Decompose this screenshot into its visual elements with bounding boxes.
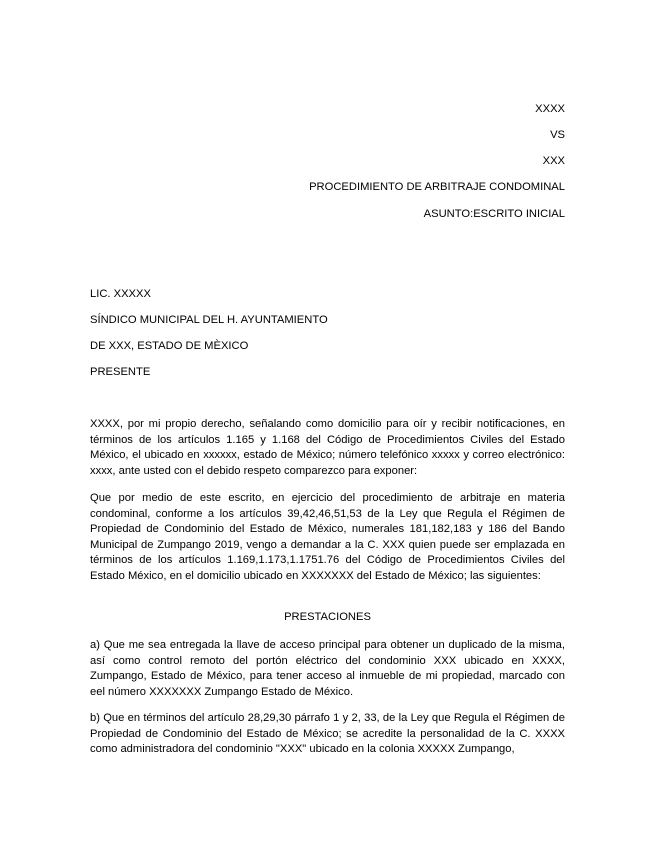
prestacion-b: b) Que en términos del artículo 28,29,30 párrafo 1 y 2, 33, de la Ley que Regula el Régimen de Propiedad de Condominio del Estado de México; se acredite la personalidad de la C. XXXX como administradora del condominio "XXX" ubicado en la colonia XXXXX Zumpango, — [90, 712, 565, 756]
addressee-name: LIC. XXXXX — [90, 288, 151, 300]
header-procedure: PROCEDIMIENTO DE ARBITRAJE CONDOMINAL — [309, 181, 565, 193]
addressee-title: SÍNDICO MUNICIPAL DEL H. AYUNTAMIENTO — [90, 314, 328, 326]
section-title-prestaciones: PRESTACIONES — [284, 611, 371, 623]
header-subject: ASUNTO:ESCRITO INICIAL — [423, 208, 565, 220]
header-party-1: XXXX — [535, 103, 565, 115]
intro-paragraph: XXXX, por mi propio derecho, señalando como domicilio para oír y recibir notificaciones, en términos de los artículos 1.165 y 1.168 del Código de Procedimientos Civiles del Estado México, el ubicado en xxxxxx, estado de México; número telefónico xxxxx y correo electrónico: xxxx, ante usted con el debido respeto comparezco para exponer: — [90, 418, 565, 477]
header-party-2: XXX — [542, 155, 565, 167]
claim-paragraph: Que por medio de este escrito, en ejercicio del procedimiento de arbitraje en materia condominal, conforme a los artículos 39,42,46,51,53 de la Ley que Regula el Régimen de Propiedad de Condominio del Estado de México, numerales 181,182,183 y 186 del Bando Municipal de Zumpango 2019, vengo a demandar a la C. XXX quien puede ser emplazada en términos de los artículos 1.169,1.173,1.1751.76 del Código de Procedimientos Civiles del Estado México, en el domicilio ubicado en XXXXXXX del Estado de México; las siguientes: — [90, 492, 565, 582]
prestacion-a: a) Que me sea entregada la llave de acceso principal para obtener un duplicado de la misma, así como control remoto del portón eléctrico del condominio XXX ubicado en XXXX, Zumpango, Estado de México, para tener acceso al inmueble de mi propiedad, marcado con eel número XXXXXXX Zumpango Estado de México. — [90, 639, 565, 698]
addressee-presente: PRESENTE — [90, 366, 151, 378]
addressee-location: DE XXX, ESTADO DE MÈXICO — [90, 340, 249, 352]
header-versus: VS — [550, 129, 565, 141]
